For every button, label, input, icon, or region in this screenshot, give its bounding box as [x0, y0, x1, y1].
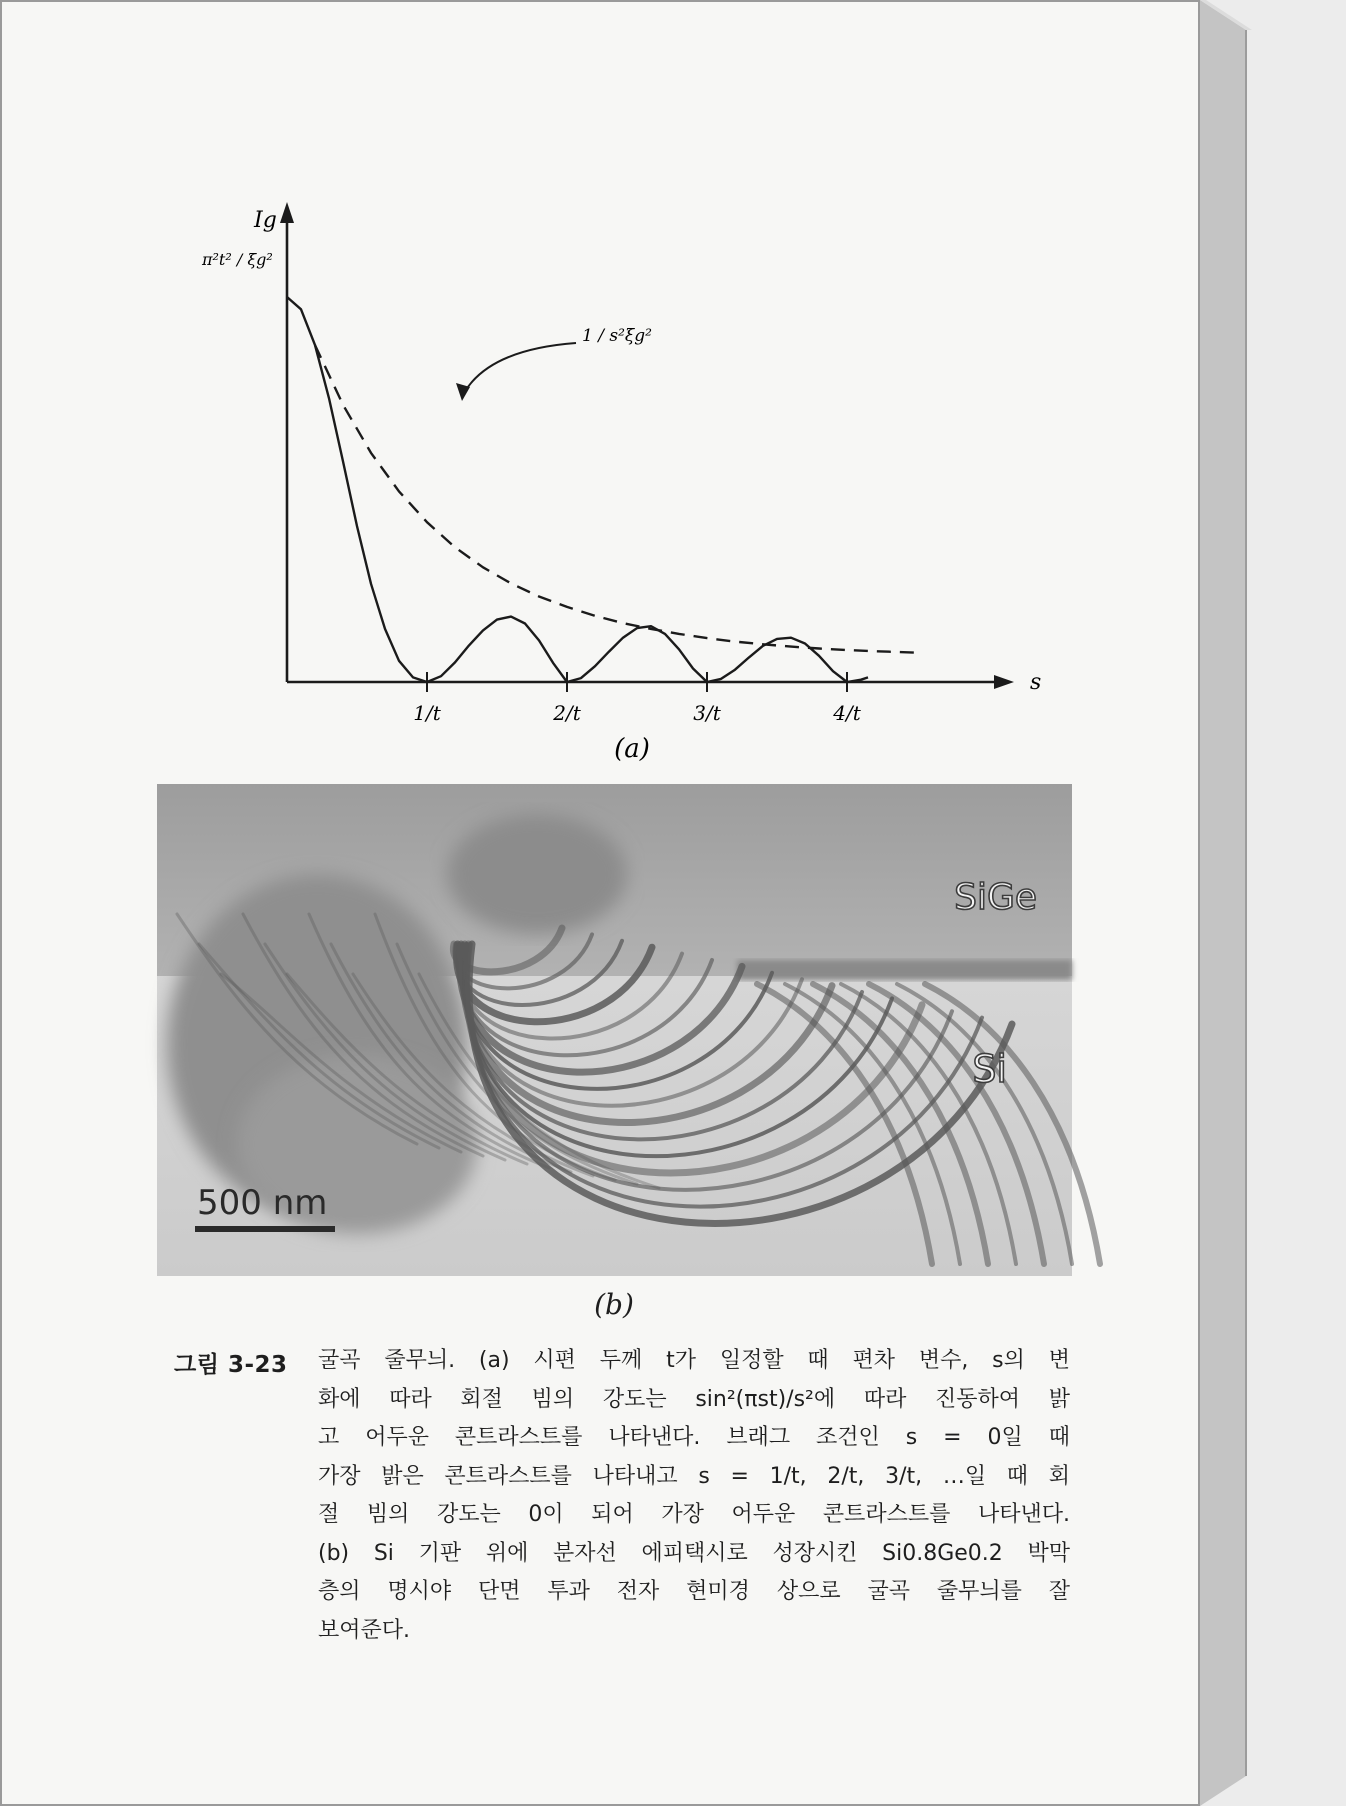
caption-line: 가장 밝은 콘트라스트를 나타내고 s = 1/t, 2/t, 3/t, …일 때 회 — [318, 1463, 1070, 1489]
scale-bar-label: 500 nm — [197, 1183, 328, 1223]
caption-line: 층의 명시야 단면 투과 전자 현미경 상으로 굴곡 줄무늬를 잘 — [318, 1579, 1070, 1604]
book-edge — [1200, 0, 1260, 1806]
x-axis-arrow — [994, 675, 1014, 689]
envelope-dashed-line — [315, 345, 917, 653]
intensity-curve — [287, 297, 868, 682]
caption-line: 굴곡 줄무늬. (a) 시편 두께 t가 일정할 때 편차 변수, s의 변 — [318, 1348, 1070, 1373]
chart-series — [287, 297, 917, 682]
x-axis-label: s — [1030, 670, 1042, 695]
sige-layer-label: SiGe — [954, 877, 1037, 918]
caption-line: (b) Si 기판 위에 분자선 에피택시로 성장시킨 Si0.8Ge0.2 박막 — [318, 1540, 1070, 1566]
envelope-pointer-arrow — [464, 343, 576, 393]
tem-image — [157, 784, 1072, 1276]
caption-line: 고 어두운 콘트라스트를 나타낸다. 브래그 조건인 s = 0일 때 — [318, 1425, 1070, 1450]
y-axis-label: Ig — [254, 208, 277, 233]
caption-line: 화에 따라 회절 빔의 강도는 sin²(πst)/s²에 따라 진동하여 밝 — [318, 1386, 1070, 1412]
si-layer-label: Si — [972, 1047, 1007, 1091]
x-ticks — [413, 672, 861, 725]
tem-micrograph — [157, 784, 1072, 1276]
caption-label: 그림 3-23 — [174, 1352, 288, 1378]
figure-b-label: (b) — [594, 1288, 634, 1321]
x-tick-label: 3/t — [693, 701, 721, 725]
x-tick-label: 1/t — [413, 701, 441, 725]
caption-line: 절 빔의 강도는 0이 되어 가장 어두운 콘트라스트를 나타낸다. — [318, 1502, 1070, 1527]
figure-a-label: (a) — [614, 734, 650, 764]
y-axis-arrow — [280, 202, 294, 223]
caption-line: 보여준다. — [318, 1617, 411, 1643]
intensity-chart — [202, 197, 1042, 777]
chart-axes — [280, 202, 1014, 689]
x-tick-label: 2/t — [553, 701, 581, 725]
scale-bar — [195, 1226, 335, 1232]
x-tick-label: 4/t — [833, 701, 861, 725]
y-intercept-label: π²t² / ξg² — [202, 250, 273, 269]
envelope-label: 1 / s²ξg² — [582, 326, 652, 346]
figure-caption — [318, 1342, 1070, 1650]
